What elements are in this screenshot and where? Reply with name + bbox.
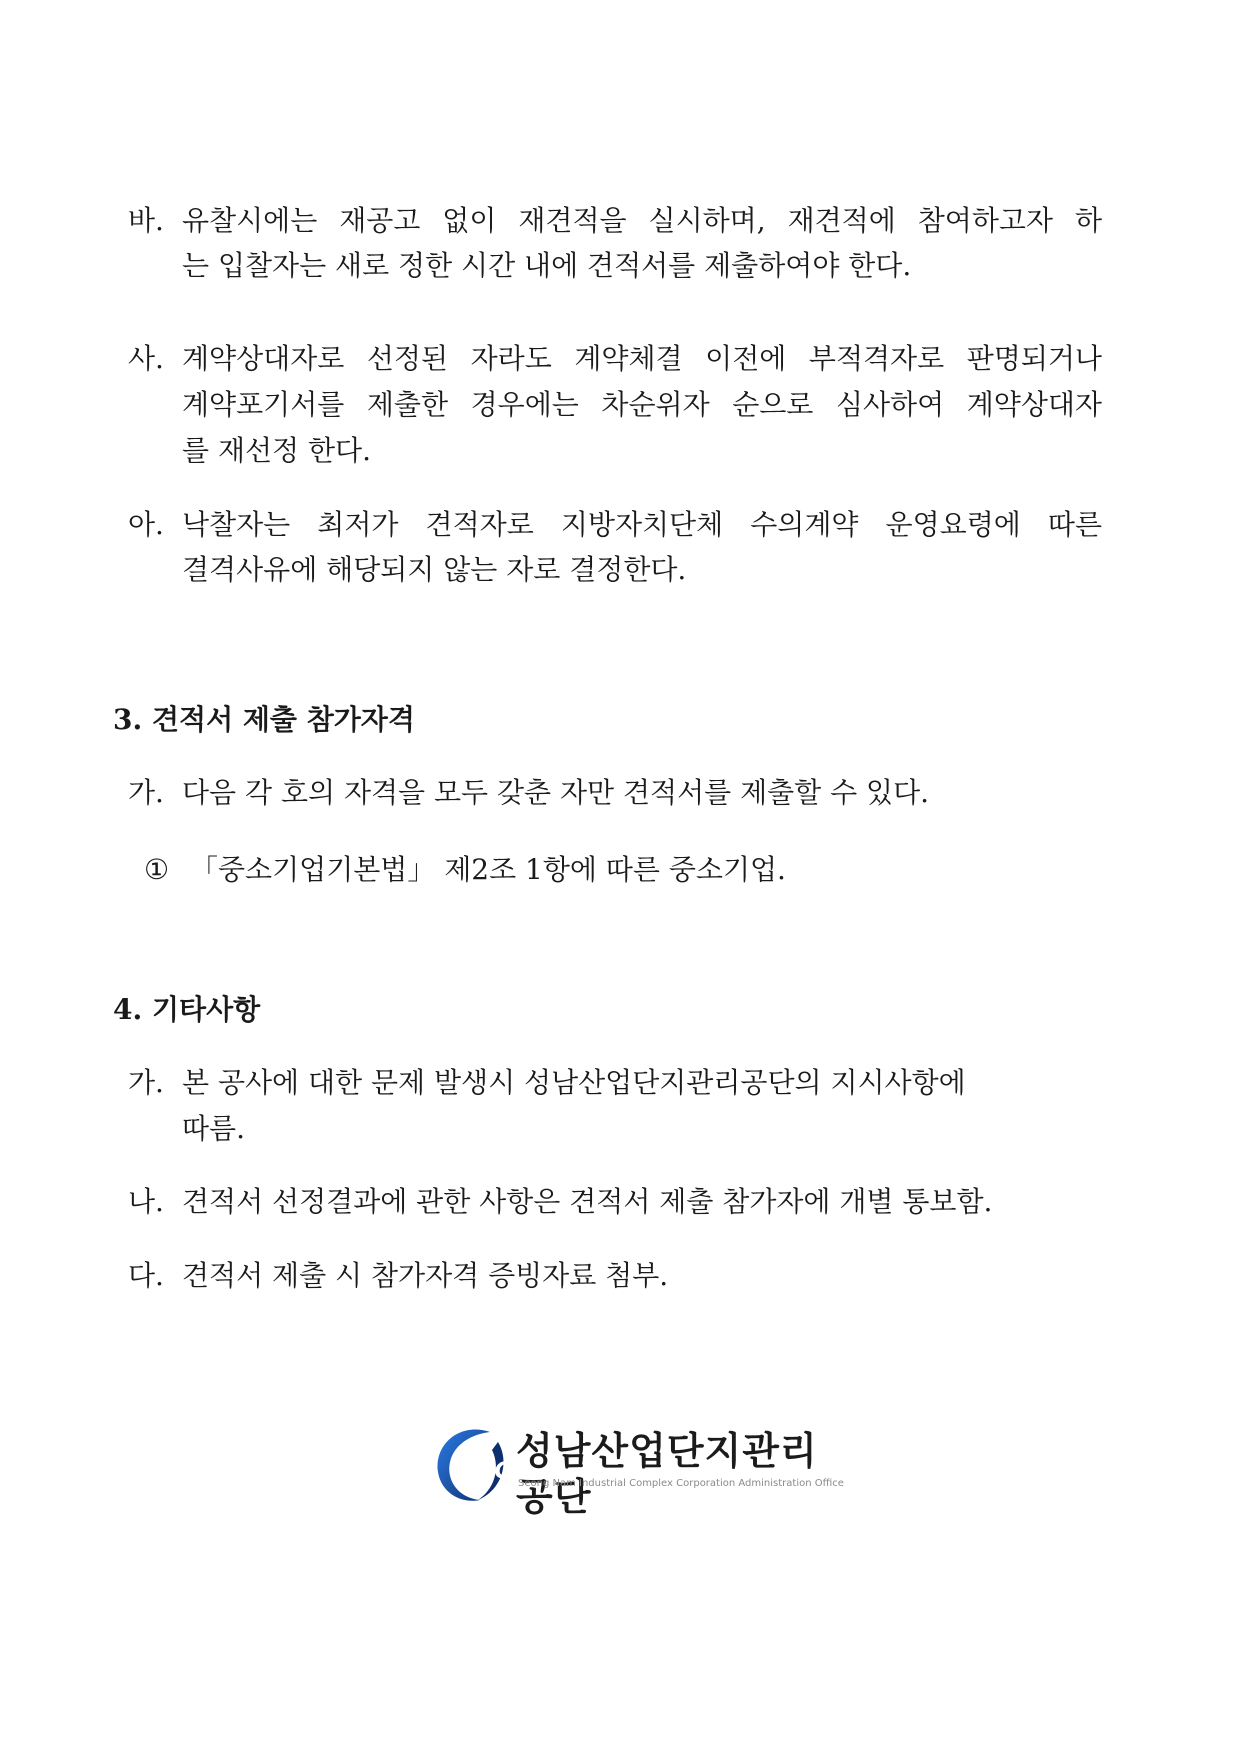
- organization-logo: [430, 1422, 844, 1519]
- item-text-line: 다음 각 호의 자격을 모두 갖춘 자만 견적서를 제출할 수 있다.: [182, 776, 930, 809]
- item-text-line: 계약포기서를 제출한 경우에는 차순위자 순으로 심사하여 계약상대자: [182, 388, 1102, 421]
- item-marker: 가.: [128, 776, 164, 809]
- circled-number: ①: [144, 853, 170, 886]
- organization-english-name: Seong Nam Industrial Complex Corporation Administration Office: [518, 1478, 844, 1489]
- organization-name: 성남산업단지관리공단: [516, 1429, 818, 1519]
- item-marker: 사.: [128, 342, 164, 375]
- item-text-line: 견적서 선정결과에 관한 사항은 견적서 제출 참가자에 개별 통보함.: [182, 1185, 993, 1218]
- item-text-line: 를 재선정 한다.: [182, 434, 371, 467]
- item-text-line: 결격사유에 해당되지 않는 자로 결정한다.: [182, 553, 687, 586]
- item-text-line: 계약상대자로 선정된 자라도 계약체결 이전에 부적격자로 판명되거나: [182, 342, 1102, 375]
- item-marker: 가.: [128, 1066, 164, 1099]
- item-text-line: 낙찰자는 최저가 견적자로 지방자치단체 수의계약 운영요령에 따른: [182, 508, 1102, 541]
- item-text-line: 견적서 제출 시 참가자격 증빙자료 첨부.: [182, 1259, 669, 1292]
- item-marker: 아.: [128, 508, 164, 541]
- section-4-heading: 4. 기타사항: [113, 993, 261, 1026]
- item-text-line: 유찰시에는 재공고 없이 재견적을 실시하며, 재견적에 참여하고자 하: [182, 204, 1102, 237]
- item-text-line: 는 입찰자는 새로 정한 시간 내에 견적서를 제출하여야 한다.: [182, 249, 912, 282]
- item-marker: 나.: [128, 1185, 164, 1218]
- item-marker: 바.: [128, 204, 164, 237]
- section-3-heading: 3. 견적서 제출 참가자격: [113, 703, 415, 736]
- item-marker: 다.: [128, 1259, 164, 1292]
- snic-emblem-icon: [430, 1422, 514, 1506]
- item-text-line: 본 공사에 대한 문제 발생시 성남산업단지관리공단의 지시사항에: [182, 1066, 966, 1099]
- svg-text:SNIC: SNIC: [452, 1459, 511, 1484]
- sub-item-text: 「중소기업기본법」 제2조 1항에 따른 중소기업.: [190, 853, 786, 886]
- item-text-line: 따름.: [182, 1112, 245, 1145]
